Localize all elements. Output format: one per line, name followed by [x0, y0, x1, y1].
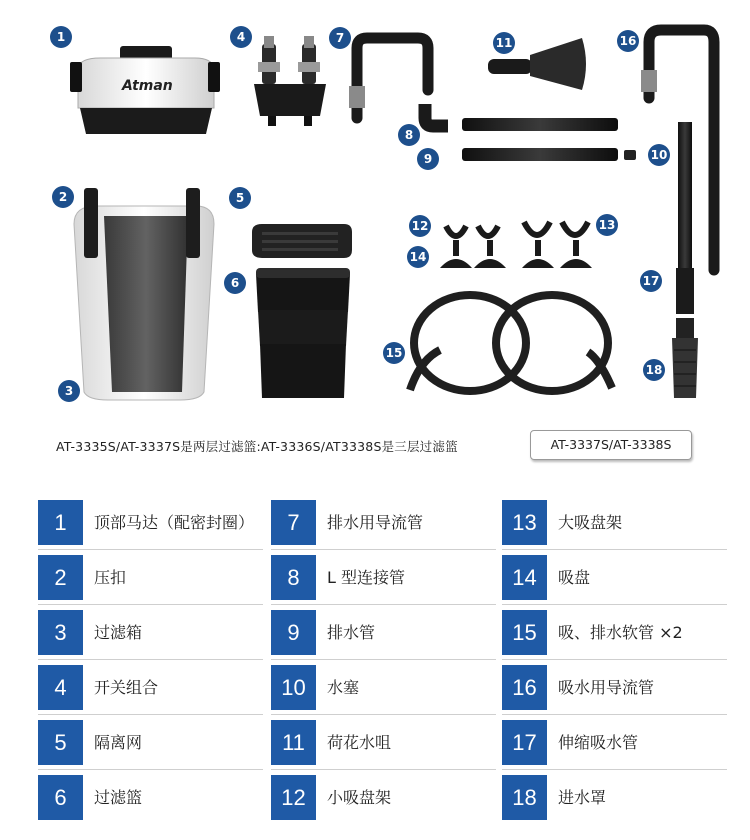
callout-13: 13 — [596, 214, 618, 236]
callout-3: 3 — [58, 380, 80, 402]
divider — [38, 714, 263, 715]
l-connector-image — [425, 104, 448, 126]
divider — [502, 769, 727, 770]
model-note-box: AT-3337S/AT-3338S — [530, 430, 692, 460]
divider — [271, 604, 496, 605]
callout-16: 16 — [617, 30, 639, 52]
part-number: 1 — [38, 500, 83, 545]
part-label: 排水管 — [327, 623, 376, 642]
l-connector-tube-image — [462, 118, 618, 131]
part-label: 开关组合 — [94, 678, 159, 697]
callout-11: 11 — [493, 32, 515, 54]
part-number: 14 — [502, 555, 547, 600]
part-label: 水塞 — [327, 678, 360, 697]
part-label: 进水罩 — [558, 788, 607, 807]
suction-holders-image — [446, 222, 588, 236]
part-number: 2 — [38, 555, 83, 600]
divider — [38, 659, 263, 660]
switch-assembly-image — [254, 36, 326, 126]
part-number: 3 — [38, 610, 83, 655]
part-number: 18 — [502, 775, 547, 820]
callout-17: 17 — [640, 270, 662, 292]
part-label: 大吸盘架 — [558, 513, 623, 532]
callout-18: 18 — [643, 359, 665, 381]
part-label: 压扣 — [94, 568, 127, 587]
part-number: 11 — [271, 720, 316, 765]
part-number: 7 — [271, 500, 316, 545]
callout-8: 8 — [398, 124, 420, 146]
part-number: 6 — [38, 775, 83, 820]
part-label: 小吸盘架 — [327, 788, 392, 807]
telescopic-pipe-image — [676, 122, 694, 314]
part-number: 15 — [502, 610, 547, 655]
intake-strainer-image — [672, 318, 698, 398]
part-label: 过滤篮 — [94, 788, 143, 807]
drain-guide-pipe-image — [349, 38, 428, 118]
part-label: 过滤箱 — [94, 623, 143, 642]
part-number: 17 — [502, 720, 547, 765]
water-plug-image — [624, 150, 636, 160]
divider — [38, 549, 263, 550]
divider — [271, 549, 496, 550]
part-number: 9 — [271, 610, 316, 655]
part-number: 13 — [502, 500, 547, 545]
divider — [38, 769, 263, 770]
part-number: 8 — [271, 555, 316, 600]
callout-1: 1 — [50, 26, 72, 48]
part-label: L 型连接管 — [327, 568, 406, 587]
part-label: 排水用导流管 — [327, 513, 424, 532]
part-number: 5 — [38, 720, 83, 765]
suction-cups-image — [440, 240, 592, 268]
divider — [271, 769, 496, 770]
divider — [271, 714, 496, 715]
drain-pipe-image — [462, 148, 618, 161]
callout-4: 4 — [230, 26, 252, 48]
callout-5: 5 — [229, 187, 251, 209]
part-number: 4 — [38, 665, 83, 710]
hoses-image — [410, 295, 612, 391]
divider — [38, 604, 263, 605]
callout-6: 6 — [224, 272, 246, 294]
model-note: AT-3335S/AT-3337S是两层过滤篮:AT-3336S/AT3338S是三层过滤篮 — [56, 439, 458, 454]
callout-10: 10 — [648, 144, 670, 166]
atman-logo-text: Atman — [122, 78, 173, 94]
isolation-net-image — [252, 224, 352, 258]
callout-7: 7 — [329, 27, 351, 49]
part-label: 荷花水咀 — [327, 733, 392, 752]
callout-15: 15 — [383, 342, 405, 364]
part-label: 顶部马达（配密封圈） — [94, 513, 255, 532]
divider — [502, 659, 727, 660]
divider — [502, 549, 727, 550]
filter-canister-image — [74, 188, 214, 400]
callout-12: 12 — [409, 215, 431, 237]
divider — [271, 659, 496, 660]
part-label: 伸缩吸水管 — [558, 733, 639, 752]
callout-2: 2 — [52, 186, 74, 208]
part-number: 12 — [271, 775, 316, 820]
part-label: 隔离网 — [94, 733, 143, 752]
top-motor-image — [70, 46, 220, 134]
part-label: 吸水用导流管 — [558, 678, 655, 697]
divider — [502, 714, 727, 715]
atman-logo — [121, 78, 173, 94]
callout-9: 9 — [417, 148, 439, 170]
part-number: 16 — [502, 665, 547, 710]
part-label: 吸盘 — [558, 568, 591, 587]
part-number: 10 — [271, 665, 316, 710]
filter-baskets-image — [256, 268, 350, 398]
part-label: 吸、排水软管 ×2 — [558, 623, 683, 642]
divider — [502, 604, 727, 605]
callout-14: 14 — [407, 246, 429, 268]
